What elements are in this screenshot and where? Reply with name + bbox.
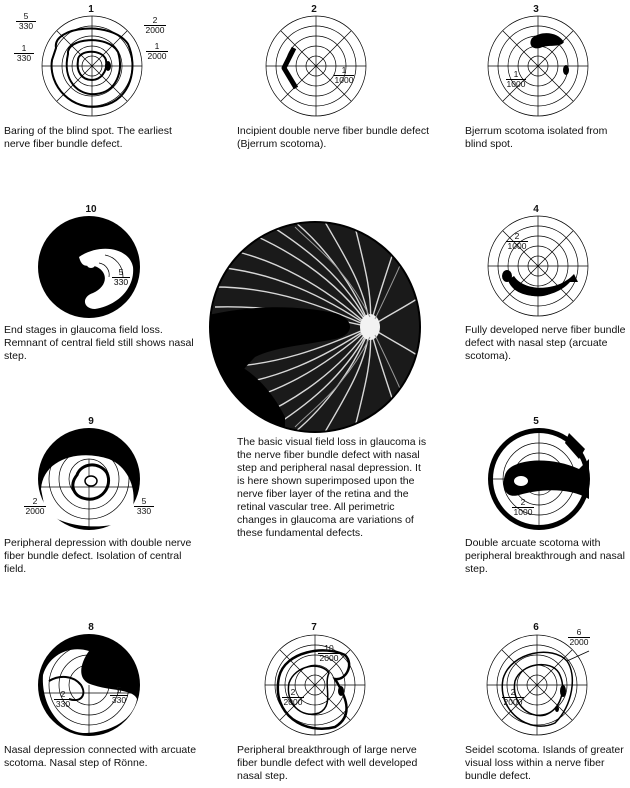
figure-6-field-chart (484, 632, 590, 738)
figure-3-number: 3 (533, 4, 539, 15)
figure-3-field-chart (486, 14, 590, 118)
figure-9-caption: Peripheral depression with double nerve fiber bundle defect. Isolation of central field. (4, 537, 192, 575)
center-caption: The basic visual field loss in glaucoma is the nerve fiber bundle defect with nasal step and peripheral nasal depression. It is here shown superimposed upon the nerve fiber layer of the retina and the retinal vascular tree. All perimetric changes in glaucoma are variations of these fundamental defects. (237, 436, 427, 539)
figure-5-isopter-label: $\frac{2}{1000}$ (513, 497, 533, 517)
figure-7-isopter-label: $\frac{2}{2000}$ (283, 687, 303, 707)
figure-9-isopter-label: $\frac{5}{330}$ (134, 497, 154, 516)
figure-1-isopter-label: $\frac{5}{330}$ (16, 12, 36, 31)
figure-1-isopter-label: $\frac{1}{2000}$ (147, 41, 167, 61)
figure-10-caption: End stages in glaucoma field loss. Remnant of central field still shows nasal step. (4, 324, 194, 362)
figure-10-field-chart (36, 214, 142, 320)
figure-10-number: 10 (85, 204, 97, 215)
retina-nerve-fiber-illustration (208, 220, 422, 434)
figure-3-isopter-label: $\frac{1}{1000}$ (506, 69, 526, 89)
figure-2-number: 2 (311, 4, 317, 15)
figure-2-caption: Incipient double nerve fiber bundle defect (Bjerrum scotoma). (237, 125, 430, 150)
figure-1-field-chart (40, 14, 144, 118)
figure-10-isopter-label: $\frac{5}{330}$ (113, 267, 129, 287)
figure-5-number: 5 (533, 416, 539, 427)
figure-4-caption: Fully developed nerve fiber bundle defect with nasal step (arcuate scotoma). (465, 324, 626, 362)
figure-8-isopter-label: $\frac{2}{330}$ (55, 689, 71, 709)
figure-9-number: 9 (88, 416, 94, 427)
figure-7-isopter-label: $\frac{10}{2000}$ (319, 643, 339, 663)
figure-4-number: 4 (533, 204, 539, 215)
figure-8-field-chart (36, 632, 142, 738)
figure-2-isopter-label: $\frac{1}{1000}$ (334, 65, 354, 85)
figure-9-isopter-label: $\frac{2}{2000}$ (25, 496, 45, 516)
figure-7-field-chart (262, 632, 368, 738)
figure-1-isopter-label: $\frac{1}{330}$ (14, 44, 34, 63)
figure-6-isopter-label: $\frac{6}{2000}$ (569, 627, 589, 647)
figure-4-isopter-label: $\frac{2}{1000}$ (507, 231, 527, 251)
figure-8-number: 8 (88, 622, 94, 633)
figure-6-number: 6 (533, 622, 539, 633)
figure-7-number: 7 (311, 622, 317, 633)
figure-6-isopter-label: $\frac{2}{2000}$ (503, 687, 523, 707)
figure-6-caption: Seidel scotoma. Islands of greater visual loss within a nerve fiber bundle defect. (465, 744, 624, 782)
figure-1-number: 1 (88, 4, 94, 15)
figure-1-caption: Baring of the blind spot. The earliest nerve fiber bundle defect. (4, 125, 172, 150)
figure-1-isopter-label: $\frac{2}{2000}$ (145, 15, 165, 35)
figure-9-field-chart (36, 426, 142, 532)
figure-3-caption: Bjerrum scotoma isolated from blind spot. (465, 125, 608, 150)
figure-8-caption: Nasal depression connected with arcuate scotoma. Nasal step of Rönne. (4, 744, 197, 769)
figure-5-field-chart (486, 426, 592, 532)
figure-5-caption: Double arcuate scotoma with peripheral breakthrough and nasal step. (465, 537, 625, 575)
figure-7-caption: Peripheral breakthrough of large nerve fiber bundle defect with well developed nasal step. (237, 744, 418, 782)
figure-4-field-chart (486, 214, 590, 318)
figure-8-isopter-label: $\frac{5}{330}$ (111, 685, 127, 705)
